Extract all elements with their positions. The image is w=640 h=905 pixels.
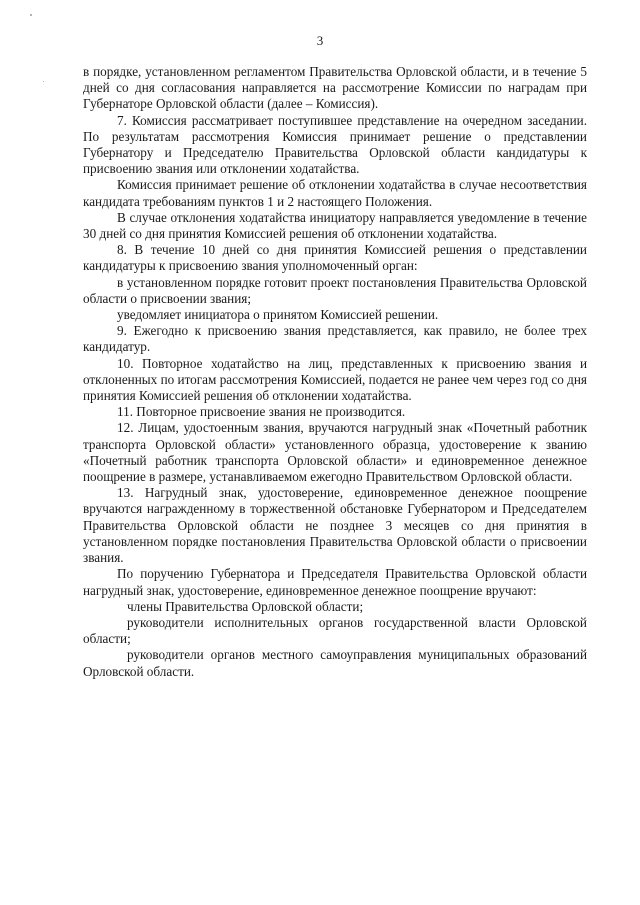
paragraph: Комиссия принимает решение об отклонении ходатайства в случае несоответствия кандидата требованиям пунктов 1 и 2 настоящего Положения. <box>83 177 587 209</box>
paragraph: в порядке, установленном регламентом Правительства Орловской области, и в течение 5 дней со дня согласования направляется на рассмотрение Комиссии по наградам при Губернаторе Орловской области (далее – Комиссия). <box>83 64 587 112</box>
page-number: 3 <box>316 33 324 48</box>
scan-speck <box>43 81 44 82</box>
paragraph: уведомляет инициатора о принятом Комиссией решении. <box>117 307 439 323</box>
paragraph: 7. Комиссия рассматривает поступившее представление на очередном заседании. По результатам рассмотрения Комиссия принимает решение о представлении Губернатору и Председателю Правительства Орловской области кандидатуры к присвоению звания или отклонении ходатайства. <box>83 112 587 177</box>
paragraph: руководители исполнительных органов государственной власти Орловской области; <box>83 614 587 647</box>
paragraph: По поручению Губернатора и Председателя Правительства Орловской области нагрудный знак, удостоверение, единовременное денежное поощрение вручают: <box>83 566 587 598</box>
paragraph: В случае отклонения ходатайства инициатору направляется уведомление в течение 30 дней со дня принятия Комиссией решения об отклонении ходатайства. <box>83 209 587 242</box>
paragraph: 9. Ежегодно к присвоению звания представляется, как правило, не более трех кандидатур. <box>83 323 587 355</box>
scan-speck <box>30 14 32 16</box>
paragraph: 10. Повторное ходатайство на лиц, представленных к присвоению звания и отклоненных по итогам рассмотрения Комиссией, подается не ранее чем через год со дня принятия Комиссией решения об отклонении ходатайства. <box>83 355 587 404</box>
document-body <box>83 64 587 680</box>
paragraph: 13. Нагрудный знак, удостоверение, единовременное денежное поощрение вручаются награжденному в торжественной обстановке Губернатором и Председателем Правительства Орловской области не позднее 3 месяцев со дня принятия в установленном порядке постановления Правительства Орловской области о присвоении звания. <box>83 485 587 566</box>
paragraph: 8. В течение 10 дней со дня принятия Комиссией решения о представлении кандидатуры к присвоению звания уполномоченный орган: <box>83 242 587 274</box>
paragraph: в установленном порядке готовит проект постановления Правительства Орловской области о присвоении звания; <box>83 274 587 306</box>
paragraph: члены Правительства Орловской области; <box>127 598 364 614</box>
paragraph: 12. Лицам, удостоенным звания, вручаются нагрудный знак «Почетный работник транспорта Орловской области» установленного образца, удостоверение к званию «Почетный работник транспорта Орловской области» и единовременное денежное поощрение в размере, устанавливаемом ежегодно Правительством Орловской области. <box>83 420 587 485</box>
paragraph: 11. Повторное присвоение звания не производится. <box>117 404 406 420</box>
paragraph: руководители органов местного самоуправления муниципальных образований Орловской области. <box>83 647 587 679</box>
